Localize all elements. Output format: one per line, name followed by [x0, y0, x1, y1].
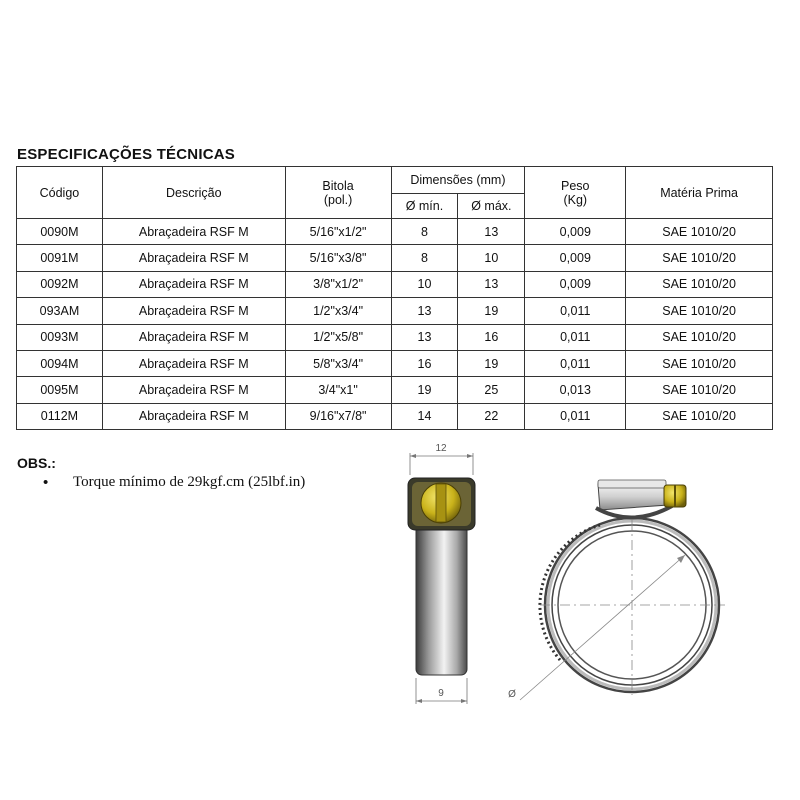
cell-peso: 0,009: [525, 219, 626, 245]
cell-peso: 0,011: [525, 350, 626, 376]
cell-peso: 0,011: [525, 403, 626, 429]
header-materia: Matéria Prima: [626, 167, 773, 219]
cell-materia: SAE 1010/20: [626, 271, 773, 297]
cell-min: 10: [391, 271, 458, 297]
cell-max: 22: [458, 403, 525, 429]
obs-label: OBS.:: [17, 455, 56, 471]
header-dim-max: Ø máx.: [458, 194, 525, 219]
cell-codigo: 0094M: [17, 350, 103, 376]
cell-bitola: 1/2"x3/4": [285, 298, 391, 324]
cell-materia: SAE 1010/20: [626, 403, 773, 429]
cell-peso: 0,013: [525, 377, 626, 403]
header-peso-line1: Peso: [561, 178, 590, 193]
cell-bitola: 5/8"x3/4": [285, 350, 391, 376]
cell-max: 25: [458, 377, 525, 403]
cell-bitola: 9/16"x7/8": [285, 403, 391, 429]
cell-max: 13: [458, 271, 525, 297]
cell-peso: 0,011: [525, 324, 626, 350]
header-descricao: Descrição: [102, 167, 285, 219]
cell-descricao: Abraçadeira RSF M: [102, 298, 285, 324]
cell-min: 16: [391, 350, 458, 376]
cell-peso: 0,009: [525, 271, 626, 297]
cell-codigo: 0112M: [17, 403, 103, 429]
cell-descricao: Abraçadeira RSF M: [102, 271, 285, 297]
cell-materia: SAE 1010/20: [626, 245, 773, 271]
cell-min: 19: [391, 377, 458, 403]
cell-max: 16: [458, 324, 525, 350]
cell-materia: SAE 1010/20: [626, 298, 773, 324]
cell-peso: 0,011: [525, 298, 626, 324]
header-bitola-line1: Bitola: [322, 178, 354, 193]
cell-codigo: 0093M: [17, 324, 103, 350]
cell-descricao: Abraçadeira RSF M: [102, 403, 285, 429]
side-view: [408, 443, 475, 704]
header-peso-line2: (Kg): [563, 192, 588, 207]
dim-top-label: 12: [435, 443, 447, 454]
cell-bitola: 3/4"x1": [285, 377, 391, 403]
cell-min: 13: [391, 298, 458, 324]
cell-descricao: Abraçadeira RSF M: [102, 219, 285, 245]
cell-max: 19: [458, 350, 525, 376]
cell-descricao: Abraçadeira RSF M: [102, 377, 285, 403]
cell-materia: SAE 1010/20: [626, 377, 773, 403]
cell-descricao: Abraçadeira RSF M: [102, 324, 285, 350]
cell-codigo: 0090M: [17, 219, 103, 245]
cell-bitola: 5/16"x3/8": [285, 245, 391, 271]
cell-peso: 0,009: [525, 245, 626, 271]
cell-codigo: 0091M: [17, 245, 103, 271]
cell-codigo: 0092M: [17, 271, 103, 297]
dim-bottom-label: 9: [438, 688, 444, 699]
cell-codigo: 093AM: [17, 298, 103, 324]
diameter-label: Ø: [508, 689, 516, 700]
cell-codigo: 0095M: [17, 377, 103, 403]
page-title: ESPECIFICAÇÕES TÉCNICAS: [17, 146, 235, 163]
header-codigo: Código: [17, 167, 103, 219]
cell-bitola: 5/16"x1/2": [285, 219, 391, 245]
cell-min: 8: [391, 245, 458, 271]
cell-bitola: 3/8"x1/2": [285, 271, 391, 297]
cell-min: 13: [391, 324, 458, 350]
cell-descricao: Abraçadeira RSF M: [102, 245, 285, 271]
cell-max: 19: [458, 298, 525, 324]
cell-max: 13: [458, 219, 525, 245]
cell-materia: SAE 1010/20: [626, 219, 773, 245]
header-bitola-line2: (pol.): [323, 192, 353, 207]
cell-descricao: Abraçadeira RSF M: [102, 350, 285, 376]
header-dim-min: Ø mín.: [391, 194, 458, 219]
cell-materia: SAE 1010/20: [626, 324, 773, 350]
front-view: [508, 480, 725, 700]
header-dimensoes: Dimensões (mm): [391, 167, 525, 194]
cell-min: 14: [391, 403, 458, 429]
cell-max: 10: [458, 245, 525, 271]
cell-bitola: 1/2"x5/8": [285, 324, 391, 350]
obs-item: • Torque mínimo de 29kgf.cm (25lbf.in): [45, 474, 305, 491]
cell-min: 8: [391, 219, 458, 245]
cell-materia: SAE 1010/20: [626, 350, 773, 376]
